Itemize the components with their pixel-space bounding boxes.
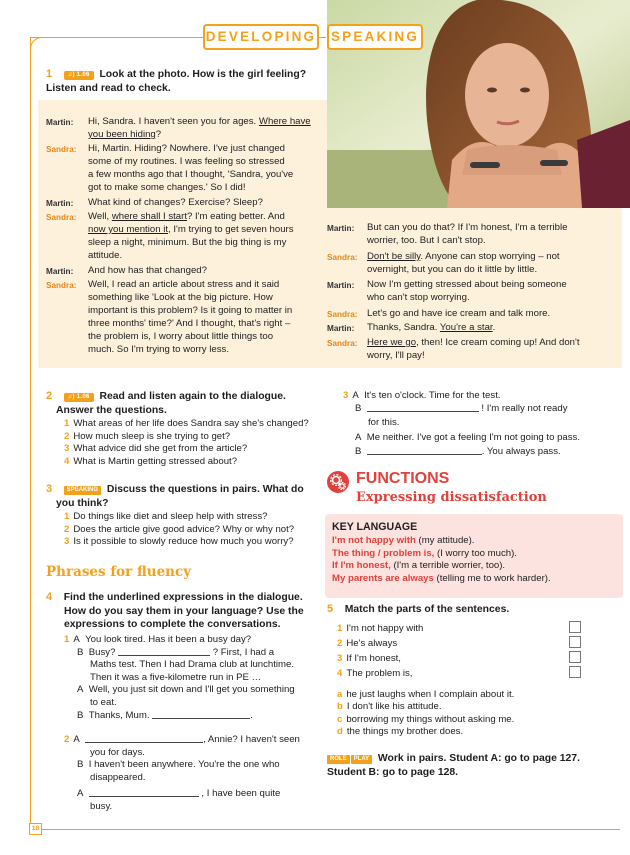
dialogue-line: sleep a night, minimum. But the big thing is my (88, 237, 287, 248)
key-language-line: I'm not happy with (my attitude). (332, 535, 475, 546)
answer-checkbox[interactable] (569, 636, 581, 648)
dialogue-line: Now I'm getting stressed about being someone (367, 279, 567, 290)
speaker-sandra: Sandra: (327, 253, 358, 262)
conv-line: busy. (90, 800, 113, 812)
list-item: 3 Is it possible to slowly reduce how much you worry? (64, 536, 294, 548)
list-item: 1 What areas of her life does Sandra say she's changed? (64, 418, 309, 430)
list-item: 3 If I'm honest, (337, 652, 401, 664)
list-item: d the things my brother does. (337, 726, 464, 738)
audio-icon[interactable]: ♫) 1.06 (64, 393, 94, 402)
roleplay-line1: Work in pairs. Student A: go to page 127. (377, 753, 580, 764)
dialogue-line: Let's go and have ice cream and talk more. (367, 308, 551, 319)
gears-icon (327, 471, 349, 493)
list-item: 4 What is Martin getting stressed about? (64, 455, 238, 467)
answer-blank[interactable] (367, 454, 482, 455)
speaker-sandra: Sandra: (46, 281, 77, 290)
ex1-title-line1: Look at the photo. How is the girl feeling? (99, 69, 307, 80)
speaker-martin: Martin: (327, 224, 355, 233)
speaker-martin: Martin: (327, 324, 355, 333)
ex4-title-line1: Find the underlined expressions in the dialogue. (63, 592, 303, 603)
frame-left-line (30, 37, 31, 830)
answer-blank[interactable] (118, 655, 210, 656)
dialogue-line: much. So I'm trying to worry less. (88, 344, 229, 355)
dialogue-line: overnight, but you can do it little by little. (367, 264, 538, 275)
conv-line: B . You always pass. (355, 446, 561, 458)
header-speaking: SPEAKING (327, 24, 423, 50)
answer-checkbox[interactable] (569, 621, 581, 633)
speaker-sandra: Sandra: (46, 145, 77, 154)
roleplay (327, 752, 619, 779)
conversation-1 (64, 634, 326, 722)
conv-line: A Me neither. I've got a feeling I'm not going to pass. (355, 431, 581, 443)
ex4-title-line2: How do you say them in your language? Use the (64, 605, 304, 617)
speaker-martin: Martin: (327, 281, 355, 290)
speaker-sandra: Sandra: (46, 213, 77, 222)
ex3-title-line1: Discuss the questions in pairs. What do (106, 484, 304, 495)
play-tag: PLAY (351, 755, 372, 764)
ex2-title-line2: Answer the questions. (56, 404, 167, 416)
dialogue-line: something like 'Look at the big picture. How (88, 292, 273, 303)
key-language-line: The thing / problem is, (I worry too much). (332, 547, 517, 559)
key-language (332, 520, 618, 585)
list-item: b I don't like his attitude. (337, 701, 442, 713)
ex4-title-line3: expressions to complete the conversations. (64, 619, 281, 631)
conv-line: for this. (368, 417, 400, 429)
conversation-3 (343, 390, 621, 459)
conv-line: Then it was a five-kilometre run in PE … (90, 671, 262, 683)
page-number: 18 (29, 823, 42, 835)
key-language-heading: KEY LANGUAGE (332, 521, 418, 533)
roleplay-line2: Student B: go to page 128. (327, 766, 459, 778)
dialogue-line: important is this problem? Is it going to matter in (88, 305, 293, 316)
speaker-martin: Martin: (46, 199, 74, 208)
ex4 (46, 591, 326, 632)
dialogue-line: a few months ago that I thought, 'Sandra, you've (88, 169, 294, 180)
conv-line: A Well, you just sit down and I'll get you something (77, 684, 295, 696)
header-developing: DEVELOPING (203, 24, 319, 50)
ex1-number: 1 (46, 68, 53, 80)
conv-line: A , I have been quite (77, 788, 281, 800)
ex1-title-line2: Listen and read to check. (46, 82, 171, 94)
list-item: c borrowing my things without asking me. (337, 713, 515, 725)
conv-line: to eat. (90, 696, 117, 708)
conversation-2 (64, 734, 326, 814)
ex2-list (46, 418, 326, 468)
dialogue-line: worrier, too. But I can't stop. (367, 235, 486, 246)
dialogue-line: got to make some changes.' So I did! (88, 182, 246, 193)
conv-line: B Thanks, Mum. . (77, 709, 253, 721)
ex3 (46, 483, 326, 549)
answer-blank[interactable] (367, 411, 479, 412)
conv-line: Maths test. Then I had Drama club at lunchtime. (90, 659, 295, 671)
dialogue-line: Well, where shall I start? I'm eating better. And (88, 211, 285, 222)
frame-corner (30, 37, 46, 53)
answer-checkbox[interactable] (569, 651, 581, 663)
speaker-sandra: Sandra: (327, 339, 358, 348)
list-item: a he just laughs when I complain about it. (337, 688, 515, 700)
dialogue-line: Hi, Sandra. I haven't seen you for ages. Where have (88, 116, 311, 127)
dialogue-line: But can you do that? If I'm honest, I'm a terrible (367, 222, 568, 233)
list-item: 2 How much sleep is she trying to get? (64, 430, 231, 442)
answer-blank[interactable] (89, 796, 199, 797)
list-item: 2 Does the article give good advice? Why or why not? (64, 523, 295, 535)
dialogue-line: Here we go, then! Ice cream coming up! And don't (367, 337, 580, 348)
ex5-title: Match the parts of the sentences. (344, 604, 510, 615)
dialogue-right (327, 222, 619, 366)
answer-blank[interactable] (85, 742, 203, 743)
dialogue-line: attitude. (88, 250, 123, 261)
conv-line: B ! I'm really not ready (355, 402, 568, 414)
conv-line: 1 A You look tired. Has it been a busy day? (64, 634, 252, 645)
dialogue-line: Well, I read an article about stress and it said (88, 279, 280, 290)
ex3-title-line2: you think? (56, 497, 109, 509)
dialogue-line: Hi, Martin. Hiding? Nowhere. I've just changed (88, 143, 285, 154)
dialogue-left (46, 116, 326, 366)
ex3-list (46, 511, 326, 549)
conv-line: you for days. (90, 746, 145, 758)
dialogue-line: some of my routines. I was feeling so stressed (88, 156, 285, 167)
audio-icon[interactable]: ♫) 1.06 (64, 71, 94, 80)
ex4-number: 4 (46, 591, 53, 603)
dialogue-line: worry, I'll pay! (367, 350, 425, 361)
ex3-number: 3 (46, 483, 53, 495)
ex2-number: 2 (46, 390, 53, 402)
ex5-number: 5 (327, 603, 334, 615)
dialogue-line: What kind of changes? Exercise? Sleep? (88, 197, 263, 208)
key-language-line: If I'm honest, (I'm a terrible worrier, too). (332, 560, 506, 572)
speaker-martin: Martin: (46, 267, 74, 276)
answer-checkbox[interactable] (569, 666, 581, 678)
dialogue-line: the problem is, I worry about little things too (88, 331, 274, 342)
ex2-title-line1: Read and listen again to the dialogue. (99, 391, 286, 402)
functions-title: FUNCTIONS (356, 470, 450, 487)
list-item: 4 The problem is, (337, 667, 413, 679)
ex2 (46, 390, 326, 469)
dialogue-line: And how has that changed? (88, 265, 207, 276)
ex5-right-list (327, 689, 619, 739)
list-item: 1 I'm not happy with (337, 622, 424, 634)
functions-subtitle: Expressing dissatisfaction (356, 490, 547, 505)
key-language-line: My parents are always (telling me to work harder). (332, 572, 551, 584)
conv-line: 3 A It's ten o'clock. Time for the test. (343, 390, 501, 401)
speaking-tag: SPEAKING (64, 486, 101, 495)
speaker-martin: Martin: (46, 118, 74, 127)
dialogue-line: who can't stop worrying. (367, 292, 470, 303)
role-tag: ROLE (327, 755, 350, 764)
conv-line: 2 A , Annie? I haven't seen (64, 734, 300, 745)
conv-line: disappeared. (90, 771, 146, 783)
answer-blank[interactable] (152, 718, 250, 719)
phrases-heading: Phrases for fluency (46, 564, 192, 580)
frame-bottom-line (30, 829, 620, 830)
conv-line: B Busy? ? First, I had a (77, 646, 275, 658)
list-item: 3 What advice did she get from the article? (64, 443, 248, 455)
conv-line: B I haven't been anywhere. You're the one who (77, 759, 280, 771)
ex1-title (46, 68, 326, 95)
dialogue-line: Don't be silly. Anyone can stop worrying – not (367, 251, 560, 262)
list-item: 2 He's always (337, 637, 398, 649)
dialogue-line: now you mention it, I'm trying to get seven hours (88, 224, 294, 235)
list-item: 1 Do things like diet and sleep help with stress? (64, 511, 268, 523)
dialogue-line: you been hiding? (88, 129, 162, 140)
speaker-sandra: Sandra: (327, 310, 358, 319)
dialogue-line: three months' time?' And I thought, that's right – (88, 318, 291, 329)
dialogue-line: Thanks, Sandra. You're a star. (367, 322, 496, 333)
